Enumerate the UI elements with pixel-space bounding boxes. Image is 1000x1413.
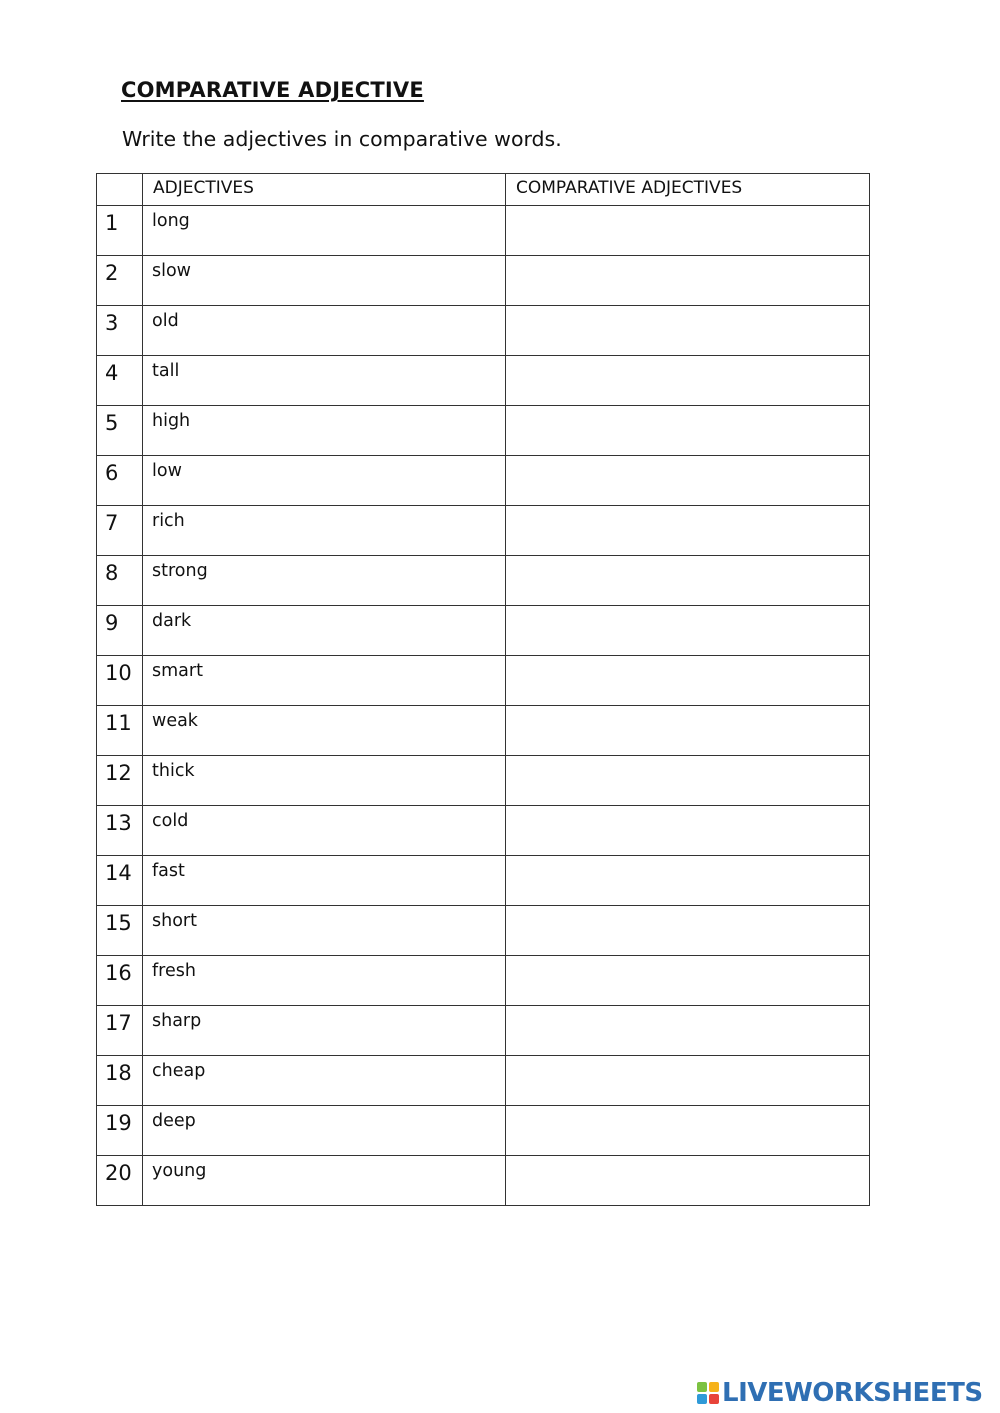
adjective-cell: slow bbox=[143, 256, 506, 306]
liveworksheets-logo bbox=[697, 1378, 983, 1408]
worksheet-instruction: Write the adjectives in comparative words. bbox=[122, 127, 562, 151]
adjective-cell: fast bbox=[143, 856, 506, 906]
table-row bbox=[97, 806, 870, 856]
table-row bbox=[97, 406, 870, 456]
comparative-answer-cell[interactable] bbox=[506, 1006, 870, 1056]
row-number: 17 bbox=[97, 1006, 143, 1056]
table-row bbox=[97, 706, 870, 756]
row-number: 7 bbox=[97, 506, 143, 556]
adjective-cell: deep bbox=[143, 1106, 506, 1156]
number-column-header bbox=[97, 174, 143, 206]
adjective-cell: strong bbox=[143, 556, 506, 606]
row-number: 11 bbox=[97, 706, 143, 756]
table-row bbox=[97, 1156, 870, 1206]
table-row bbox=[97, 756, 870, 806]
row-number: 13 bbox=[97, 806, 143, 856]
comparative-answer-cell[interactable] bbox=[506, 406, 870, 456]
liveworksheets-logo-icon bbox=[697, 1382, 719, 1404]
adjective-cell: dark bbox=[143, 606, 506, 656]
table-row bbox=[97, 856, 870, 906]
adjective-cell: sharp bbox=[143, 1006, 506, 1056]
adjective-cell: short bbox=[143, 906, 506, 956]
comparative-answer-cell[interactable] bbox=[506, 856, 870, 906]
logo-text: LIVEWORKSHEETS bbox=[722, 1378, 983, 1408]
table-row bbox=[97, 256, 870, 306]
adjective-cell: low bbox=[143, 456, 506, 506]
table-row bbox=[97, 906, 870, 956]
table-row bbox=[97, 306, 870, 356]
row-number: 1 bbox=[97, 206, 143, 256]
worksheet-title: COMPARATIVE ADJECTIVE bbox=[121, 78, 424, 102]
adjective-cell: old bbox=[143, 306, 506, 356]
table-header-row bbox=[97, 174, 870, 206]
row-number: 19 bbox=[97, 1106, 143, 1156]
row-number: 4 bbox=[97, 356, 143, 406]
table-row bbox=[97, 556, 870, 606]
adjectives-column-header: ADJECTIVES bbox=[143, 174, 506, 206]
comparative-answer-cell[interactable] bbox=[506, 206, 870, 256]
row-number: 3 bbox=[97, 306, 143, 356]
comparative-answer-cell[interactable] bbox=[506, 556, 870, 606]
comparative-answer-cell[interactable] bbox=[506, 706, 870, 756]
comparative-answer-cell[interactable] bbox=[506, 506, 870, 556]
adjective-cell: rich bbox=[143, 506, 506, 556]
row-number: 18 bbox=[97, 1056, 143, 1106]
comparative-answer-cell[interactable] bbox=[506, 906, 870, 956]
row-number: 8 bbox=[97, 556, 143, 606]
table-row bbox=[97, 956, 870, 1006]
adjectives-table bbox=[96, 173, 870, 1206]
table-row bbox=[97, 1056, 870, 1106]
table-row bbox=[97, 206, 870, 256]
comparative-answer-cell[interactable] bbox=[506, 1056, 870, 1106]
comparative-column-header: COMPARATIVE ADJECTIVES bbox=[506, 174, 870, 206]
adjective-cell: weak bbox=[143, 706, 506, 756]
comparative-answer-cell[interactable] bbox=[506, 1106, 870, 1156]
table-row bbox=[97, 656, 870, 706]
adjective-cell: thick bbox=[143, 756, 506, 806]
comparative-answer-cell[interactable] bbox=[506, 356, 870, 406]
row-number: 15 bbox=[97, 906, 143, 956]
adjective-cell: long bbox=[143, 206, 506, 256]
row-number: 10 bbox=[97, 656, 143, 706]
adjective-cell: young bbox=[143, 1156, 506, 1206]
row-number: 9 bbox=[97, 606, 143, 656]
row-number: 2 bbox=[97, 256, 143, 306]
row-number: 12 bbox=[97, 756, 143, 806]
adjective-cell: fresh bbox=[143, 956, 506, 1006]
table-row bbox=[97, 506, 870, 556]
row-number: 5 bbox=[97, 406, 143, 456]
table-row bbox=[97, 1006, 870, 1056]
row-number: 20 bbox=[97, 1156, 143, 1206]
row-number: 16 bbox=[97, 956, 143, 1006]
comparative-answer-cell[interactable] bbox=[506, 606, 870, 656]
comparative-answer-cell[interactable] bbox=[506, 456, 870, 506]
comparative-answer-cell[interactable] bbox=[506, 1156, 870, 1206]
comparative-answer-cell[interactable] bbox=[506, 256, 870, 306]
adjective-cell: cheap bbox=[143, 1056, 506, 1106]
table-row bbox=[97, 1106, 870, 1156]
row-number: 6 bbox=[97, 456, 143, 506]
comparative-answer-cell[interactable] bbox=[506, 806, 870, 856]
adjective-cell: smart bbox=[143, 656, 506, 706]
adjective-cell: high bbox=[143, 406, 506, 456]
table-row bbox=[97, 356, 870, 406]
table-row bbox=[97, 606, 870, 656]
comparative-answer-cell[interactable] bbox=[506, 756, 870, 806]
row-number: 14 bbox=[97, 856, 143, 906]
table-row bbox=[97, 456, 870, 506]
comparative-answer-cell[interactable] bbox=[506, 306, 870, 356]
comparative-answer-cell[interactable] bbox=[506, 956, 870, 1006]
adjective-cell: tall bbox=[143, 356, 506, 406]
table-body bbox=[97, 206, 870, 1206]
comparative-answer-cell[interactable] bbox=[506, 656, 870, 706]
adjective-cell: cold bbox=[143, 806, 506, 856]
